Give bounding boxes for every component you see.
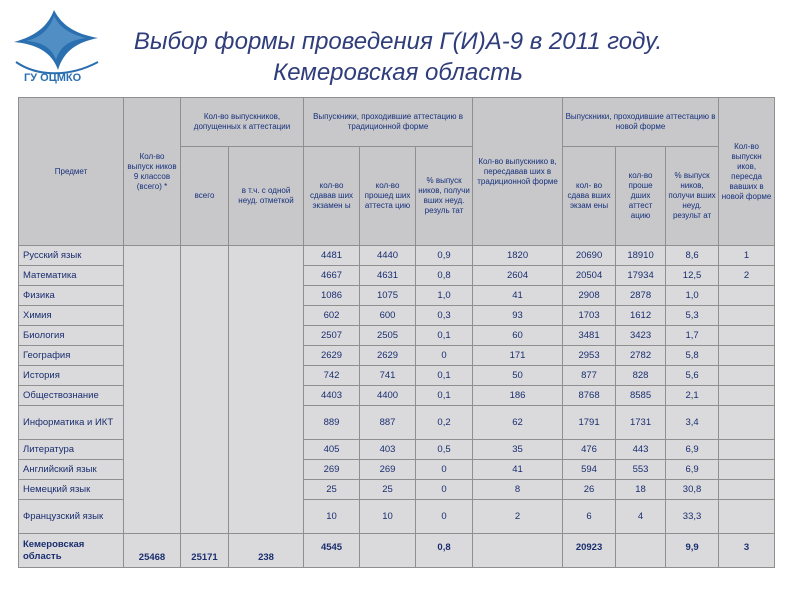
trad-fail-pct-cell: 1,0: [416, 286, 473, 306]
trad-passed-cell: 1075: [360, 286, 416, 306]
trad-retake-cell: 2: [473, 500, 563, 534]
trad-fail-pct-cell: 0,1: [416, 366, 473, 386]
trad-exam-cell: 10: [304, 500, 360, 534]
new-passed-cell: 17934: [616, 266, 666, 286]
subject-cell: Русский язык: [19, 246, 124, 266]
new-passed-cell: 828: [616, 366, 666, 386]
subject-cell: География: [19, 346, 124, 366]
new-passed-cell: 4: [616, 500, 666, 534]
results-table: [18, 97, 775, 568]
new-passed-cell: 553: [616, 460, 666, 480]
new-passed-cell: 8585: [616, 386, 666, 406]
new-fail-pct-cell: 1,0: [666, 286, 719, 306]
trad-exam-cell: 4403: [304, 386, 360, 406]
total-new-passed-cell: [616, 534, 666, 568]
admitted-fail-cell: [229, 246, 304, 534]
page-title: [108, 26, 688, 88]
new-passed-cell: 1612: [616, 306, 666, 326]
total-new-fail-pct-cell: 9,9: [666, 534, 719, 568]
new-exam-cell: 8768: [563, 386, 616, 406]
header-trad-passed: кол-во прошед ших аттеста цию: [360, 147, 416, 246]
trad-fail-pct-cell: 0,1: [416, 326, 473, 346]
trad-retake-cell: 186: [473, 386, 563, 406]
trad-exam-cell: 2507: [304, 326, 360, 346]
header-new-passed: кол-во проше дших аттест ацию: [616, 147, 666, 246]
trad-passed-cell: 2629: [360, 346, 416, 366]
new-fail-pct-cell: 12,5: [666, 266, 719, 286]
trad-passed-cell: 269: [360, 460, 416, 480]
header-new-retake: Кол-во выпускн иков, пересда вавших в новой форме: [719, 98, 775, 246]
new-retake-cell: [719, 386, 775, 406]
trad-fail-pct-cell: 0,5: [416, 440, 473, 460]
new-fail-pct-cell: 5,3: [666, 306, 719, 326]
new-retake-cell: [719, 480, 775, 500]
new-fail-pct-cell: 30,8: [666, 480, 719, 500]
trad-fail-pct-cell: 0,9: [416, 246, 473, 266]
new-passed-cell: 443: [616, 440, 666, 460]
trad-passed-cell: 403: [360, 440, 416, 460]
subject-cell: Английский язык: [19, 460, 124, 480]
new-fail-pct-cell: 1,7: [666, 326, 719, 346]
total-new-retake-cell: 3: [719, 534, 775, 568]
new-exam-cell: 20504: [563, 266, 616, 286]
trad-fail-pct-cell: 0,1: [416, 386, 473, 406]
total-trad-passed-cell: [360, 534, 416, 568]
trad-passed-cell: 741: [360, 366, 416, 386]
trad-retake-cell: 50: [473, 366, 563, 386]
title-line-1: Выбор формы проведения Г(И)А-9 в 2011 году.: [133, 28, 663, 55]
trad-retake-cell: 60: [473, 326, 563, 346]
new-retake-cell: [719, 500, 775, 534]
new-retake-cell: [719, 460, 775, 480]
new-fail-pct-cell: 8,6: [666, 246, 719, 266]
new-exam-cell: 26: [563, 480, 616, 500]
trad-exam-cell: 2629: [304, 346, 360, 366]
trad-retake-cell: 41: [473, 460, 563, 480]
trad-passed-cell: 4440: [360, 246, 416, 266]
trad-exam-cell: 602: [304, 306, 360, 326]
trad-fail-pct-cell: 0,3: [416, 306, 473, 326]
header-new-exam: кол- во сдава вших экзам ены: [563, 147, 616, 246]
header-new-group: Выпускники, проходившие аттестацию в новой форме: [563, 98, 719, 147]
trad-exam-cell: 4667: [304, 266, 360, 286]
trad-exam-cell: 4481: [304, 246, 360, 266]
trad-fail-pct-cell: 0,8: [416, 266, 473, 286]
subject-cell: Литература: [19, 440, 124, 460]
new-retake-cell: 2: [719, 266, 775, 286]
total-row: [19, 534, 775, 568]
new-retake-cell: [719, 406, 775, 440]
subject-cell: История: [19, 366, 124, 386]
trad-passed-cell: 2505: [360, 326, 416, 346]
trad-exam-cell: 1086: [304, 286, 360, 306]
trad-passed-cell: 25: [360, 480, 416, 500]
new-fail-pct-cell: 5,6: [666, 366, 719, 386]
trad-retake-cell: 1820: [473, 246, 563, 266]
header-new-fail-pct: % выпуск ников, получи вших неуд. результ ат: [666, 147, 719, 246]
total-admitted-fail-cell: 238: [229, 534, 304, 568]
new-retake-cell: [719, 286, 775, 306]
new-retake-cell: [719, 306, 775, 326]
new-fail-pct-cell: 33,3: [666, 500, 719, 534]
trad-exam-cell: 742: [304, 366, 360, 386]
trad-exam-cell: 269: [304, 460, 360, 480]
oцмко-logo: [6, 4, 106, 84]
header-trad-exam: кол-во сдавав ших экзамен ы: [304, 147, 360, 246]
new-exam-cell: 2953: [563, 346, 616, 366]
total-subject-cell: Кемеровская область: [19, 534, 124, 568]
graduates-cell: [124, 246, 181, 534]
header-trad-fail-pct: % выпуск ников, получи вших неуд. резуль тат: [416, 147, 473, 246]
trad-exam-cell: 25: [304, 480, 360, 500]
trad-fail-pct-cell: 0: [416, 346, 473, 366]
new-retake-cell: [719, 440, 775, 460]
new-exam-cell: 1703: [563, 306, 616, 326]
new-retake-cell: [719, 366, 775, 386]
logo-star-highlight: [26, 16, 86, 60]
trad-retake-cell: 35: [473, 440, 563, 460]
trad-retake-cell: 41: [473, 286, 563, 306]
new-fail-pct-cell: 6,9: [666, 460, 719, 480]
subject-cell: Химия: [19, 306, 124, 326]
trad-passed-cell: 887: [360, 406, 416, 440]
new-passed-cell: 18: [616, 480, 666, 500]
header-trad-retake: Кол-во выпускнико в, пересдавав ших в традиционной форме: [473, 98, 563, 246]
trad-fail-pct-cell: 0: [416, 480, 473, 500]
trad-retake-cell: 8: [473, 480, 563, 500]
trad-retake-cell: 62: [473, 406, 563, 440]
new-retake-cell: 1: [719, 246, 775, 266]
admitted-cell: [181, 246, 229, 534]
total-graduates-cell: 25468: [124, 534, 181, 568]
new-exam-cell: 2908: [563, 286, 616, 306]
trad-passed-cell: 4400: [360, 386, 416, 406]
trad-passed-cell: 600: [360, 306, 416, 326]
header-graduates-total: Кол-во выпуск ников 9 классов (всего) *: [124, 98, 181, 246]
new-exam-cell: 594: [563, 460, 616, 480]
table-row: [19, 246, 775, 266]
total-trad-fail-pct-cell: 0,8: [416, 534, 473, 568]
new-fail-pct-cell: 5,8: [666, 346, 719, 366]
trad-fail-pct-cell: 0: [416, 460, 473, 480]
new-fail-pct-cell: 6,9: [666, 440, 719, 460]
subject-cell: Французский язык: [19, 500, 124, 534]
trad-fail-pct-cell: 0,2: [416, 406, 473, 440]
trad-exam-cell: 405: [304, 440, 360, 460]
subject-cell: Обществознание: [19, 386, 124, 406]
new-passed-cell: 3423: [616, 326, 666, 346]
trad-exam-cell: 889: [304, 406, 360, 440]
new-fail-pct-cell: 2,1: [666, 386, 719, 406]
subject-cell: Немецкий язык: [19, 480, 124, 500]
new-retake-cell: [719, 326, 775, 346]
total-trad-exam-cell: 4545: [304, 534, 360, 568]
new-exam-cell: 476: [563, 440, 616, 460]
new-passed-cell: 2782: [616, 346, 666, 366]
header-subject: Предмет: [19, 98, 124, 246]
trad-passed-cell: 10: [360, 500, 416, 534]
new-passed-cell: 18910: [616, 246, 666, 266]
trad-retake-cell: 171: [473, 346, 563, 366]
trad-retake-cell: 2604: [473, 266, 563, 286]
subject-cell: Информатика и ИКТ: [19, 406, 124, 440]
title-line-2: Кемеровская область: [273, 59, 523, 86]
new-exam-cell: 877: [563, 366, 616, 386]
trad-fail-pct-cell: 0: [416, 500, 473, 534]
new-fail-pct-cell: 3,4: [666, 406, 719, 440]
header-admitted-group: Кол-во выпускников, допущенных к аттестации: [181, 98, 304, 147]
total-trad-retake-cell: [473, 534, 563, 568]
header-admitted-all: всего: [181, 147, 229, 246]
logo-text: ГУ ОЦМКО: [24, 72, 82, 84]
subject-cell: Математика: [19, 266, 124, 286]
subject-cell: Физика: [19, 286, 124, 306]
new-passed-cell: 2878: [616, 286, 666, 306]
trad-passed-cell: 4631: [360, 266, 416, 286]
subject-cell: Биология: [19, 326, 124, 346]
new-passed-cell: 1731: [616, 406, 666, 440]
header-admitted-fail: в т.ч. с одной неуд. отметкой: [229, 147, 304, 246]
new-exam-cell: 20690: [563, 246, 616, 266]
total-new-exam-cell: 20923: [563, 534, 616, 568]
trad-retake-cell: 93: [473, 306, 563, 326]
new-exam-cell: 1791: [563, 406, 616, 440]
new-retake-cell: [719, 346, 775, 366]
new-exam-cell: 3481: [563, 326, 616, 346]
new-exam-cell: 6: [563, 500, 616, 534]
total-admitted-cell: 25171: [181, 534, 229, 568]
header-traditional-group: Выпускники, проходившие аттестацию в традиционной форме: [304, 98, 473, 147]
